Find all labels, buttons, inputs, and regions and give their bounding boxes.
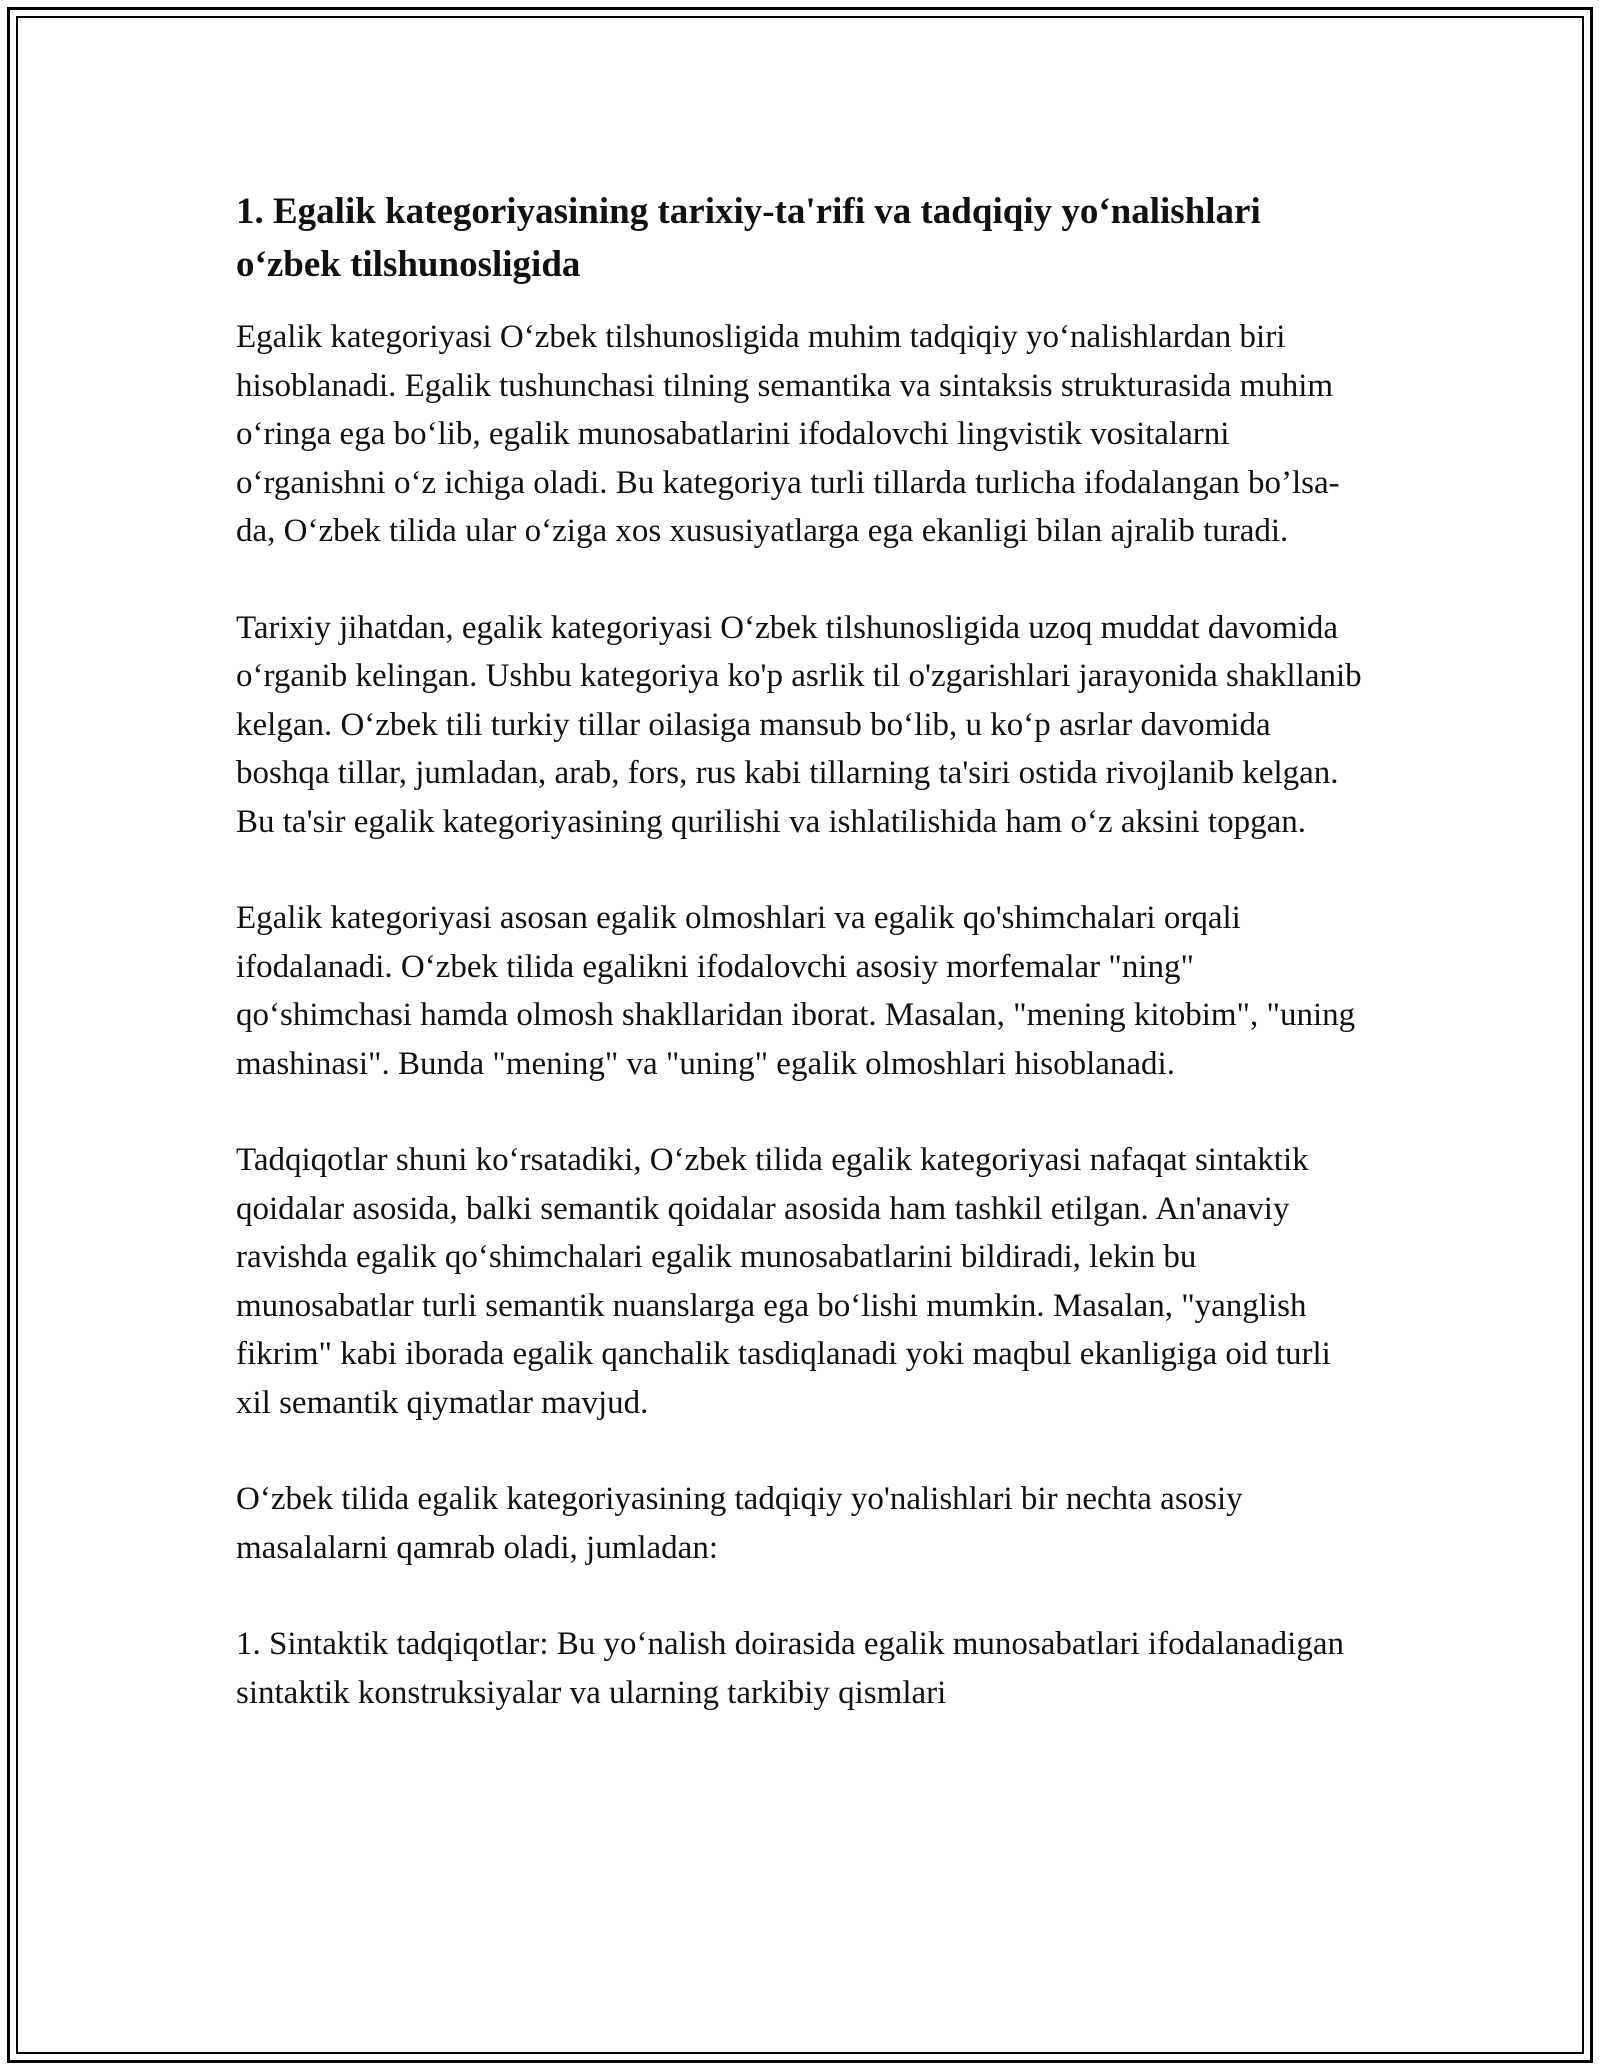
paragraph-3: Egalik kategoriyasi asosan egalik olmoshlari va egalik qo'shimchalari orqali ifodalanadi. O‘zbek tilida egalikni ifodalovchi asosiy morfemalar "ning" qo‘shimchasi hamda olmosh shakllaridan iborat. Masalan, "mening kitobim", "uning mashinasi". Bunda "mening" va "uning" egalik olmoshlari hisoblanadi. (236, 900, 1356, 1082)
section-heading: 1. Egalik kategoriyasining tarixiy-ta'rifi va tadqiqiy yo‘nalishlari o‘zbek tilshunosligida (236, 191, 1261, 285)
paragraph-5: O‘zbek tilida egalik kategoriyasining tadqiqiy yo'nalishlari bir nechta asosiy masalalarni qamrab oladi, jumladan: (236, 1481, 1243, 1566)
document-body (236, 185, 1366, 1717)
paragraph-6: 1. Sintaktik tadqiqotlar: Bu yo‘nalish doirasida egalik munosabatlari ifodalanadigan sintaktik konstruksiyalar va ularning tarkibiy qismlari (236, 1626, 1344, 1711)
paragraph-2: Tarixiy jihatdan, egalik kategoriyasi O‘zbek tilshunosligida uzoq muddat davomida o‘rganib kelingan. Ushbu kategoriya ko'p asrlik til o'zgarishlari jarayonida shakllanib kelgan. O‘zbek tili turkiy tillar oilasiga mansub bo‘lib, u ko‘p asrlar davomida boshqa tillar, jumladan, arab, fors, rus kabi tillarning ta'siri ostida rivojlanib kelgan. Bu ta'sir egalik kategoriyasining qurilishi va ishlatilishida ham o‘z aksini topgan. (236, 609, 1362, 840)
paragraph-4: Tadqiqotlar shuni ko‘rsatadiki, O‘zbek tilida egalik kategoriyasi nafaqat sintaktik qoidalar asosida, balki semantik qoidalar asosida ham tashkil etilgan. An'anaviy ravishda egalik qo‘shimchalari egalik munosabatlarini bildiradi, lekin bu munosabatlar turli semantik nuanslarga ega bo‘lishi mumkin. Masalan, "yanglish fikrim" kabi iborada egalik qanchalik tasdiqlanadi yoki maqbul ekanligiga oid turli xil semantik qiymatlar mavjud. (236, 1142, 1331, 1421)
paragraph-1: Egalik kategoriyasi O‘zbek tilshunosligida muhim tadqiqiy yo‘nalishlardan biri hisoblanadi. Egalik tushunchasi tilning semantika va sintaksis strukturasida muhim o‘ringa ega bo‘lib, egalik munosabatlarini ifodalovchi lingvistik vositalarni o‘rganishni o‘z ichiga oladi. Bu kategoriya turli tillarda turlicha ifodalangan bo’lsa-da, O‘zbek tilida ular o‘ziga xos xususiyatlarga ega ekanligi bilan ajralib turadi. (236, 319, 1340, 549)
